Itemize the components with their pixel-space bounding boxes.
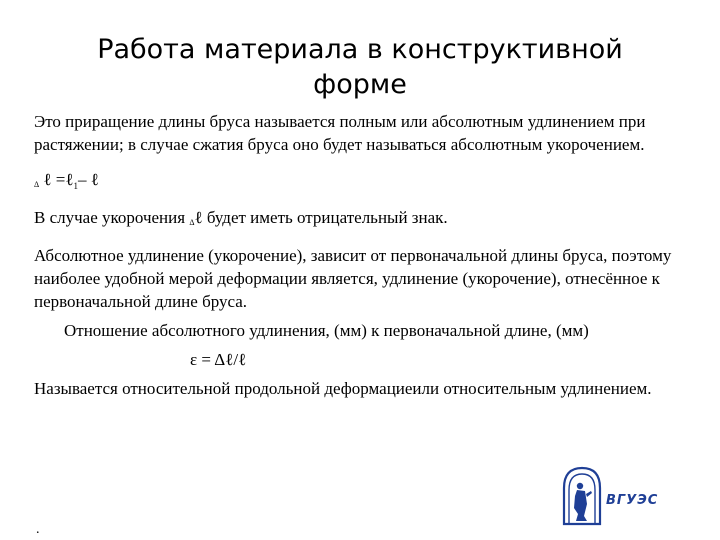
formula-subscript: 1 <box>73 181 79 191</box>
paragraph-definition: Называется относительной продольной деформациеили относительным удлинением. <box>34 379 652 398</box>
formula-lhs: ℓ =ℓ <box>39 170 74 189</box>
delta-mark: Δ <box>189 218 195 227</box>
slide-content <box>34 110 684 400</box>
slide-title: Работа материала в конструктивной форме <box>97 34 623 100</box>
paragraph-relative-measure: Абсолютное удлинение (укорочение), зависит от первоначальной длины бруса, поэтому наиболее удобной мерой деформации является, удлинение (укорочение), отнесённое к первоначальной длине бруса. <box>34 246 672 311</box>
paragraph-absolute-elongation: Это приращение длины бруса называется полным или абсолютным удлинением при растяжении; в случае сжатия бруса оно будет называться абсолютным укорочением. <box>34 112 646 154</box>
formula-strain: ε = Δℓ/ℓ <box>190 350 247 369</box>
paragraph-ratio: Отношение абсолютного удлинения, (мм) к первоначальной длине, (мм) <box>64 321 589 340</box>
footer-dot: . <box>36 522 40 537</box>
logo-text: ВГУЭС <box>606 493 659 508</box>
formula-rhs: – ℓ <box>78 170 99 189</box>
paragraph-shortening <box>34 206 684 232</box>
formula-elongation <box>34 168 684 194</box>
delta-mark: Δ <box>34 180 40 189</box>
shortening-suffix: ℓ будет иметь отрицательный знак. <box>194 208 448 227</box>
shortening-prefix: В случае укорочения <box>34 208 190 227</box>
